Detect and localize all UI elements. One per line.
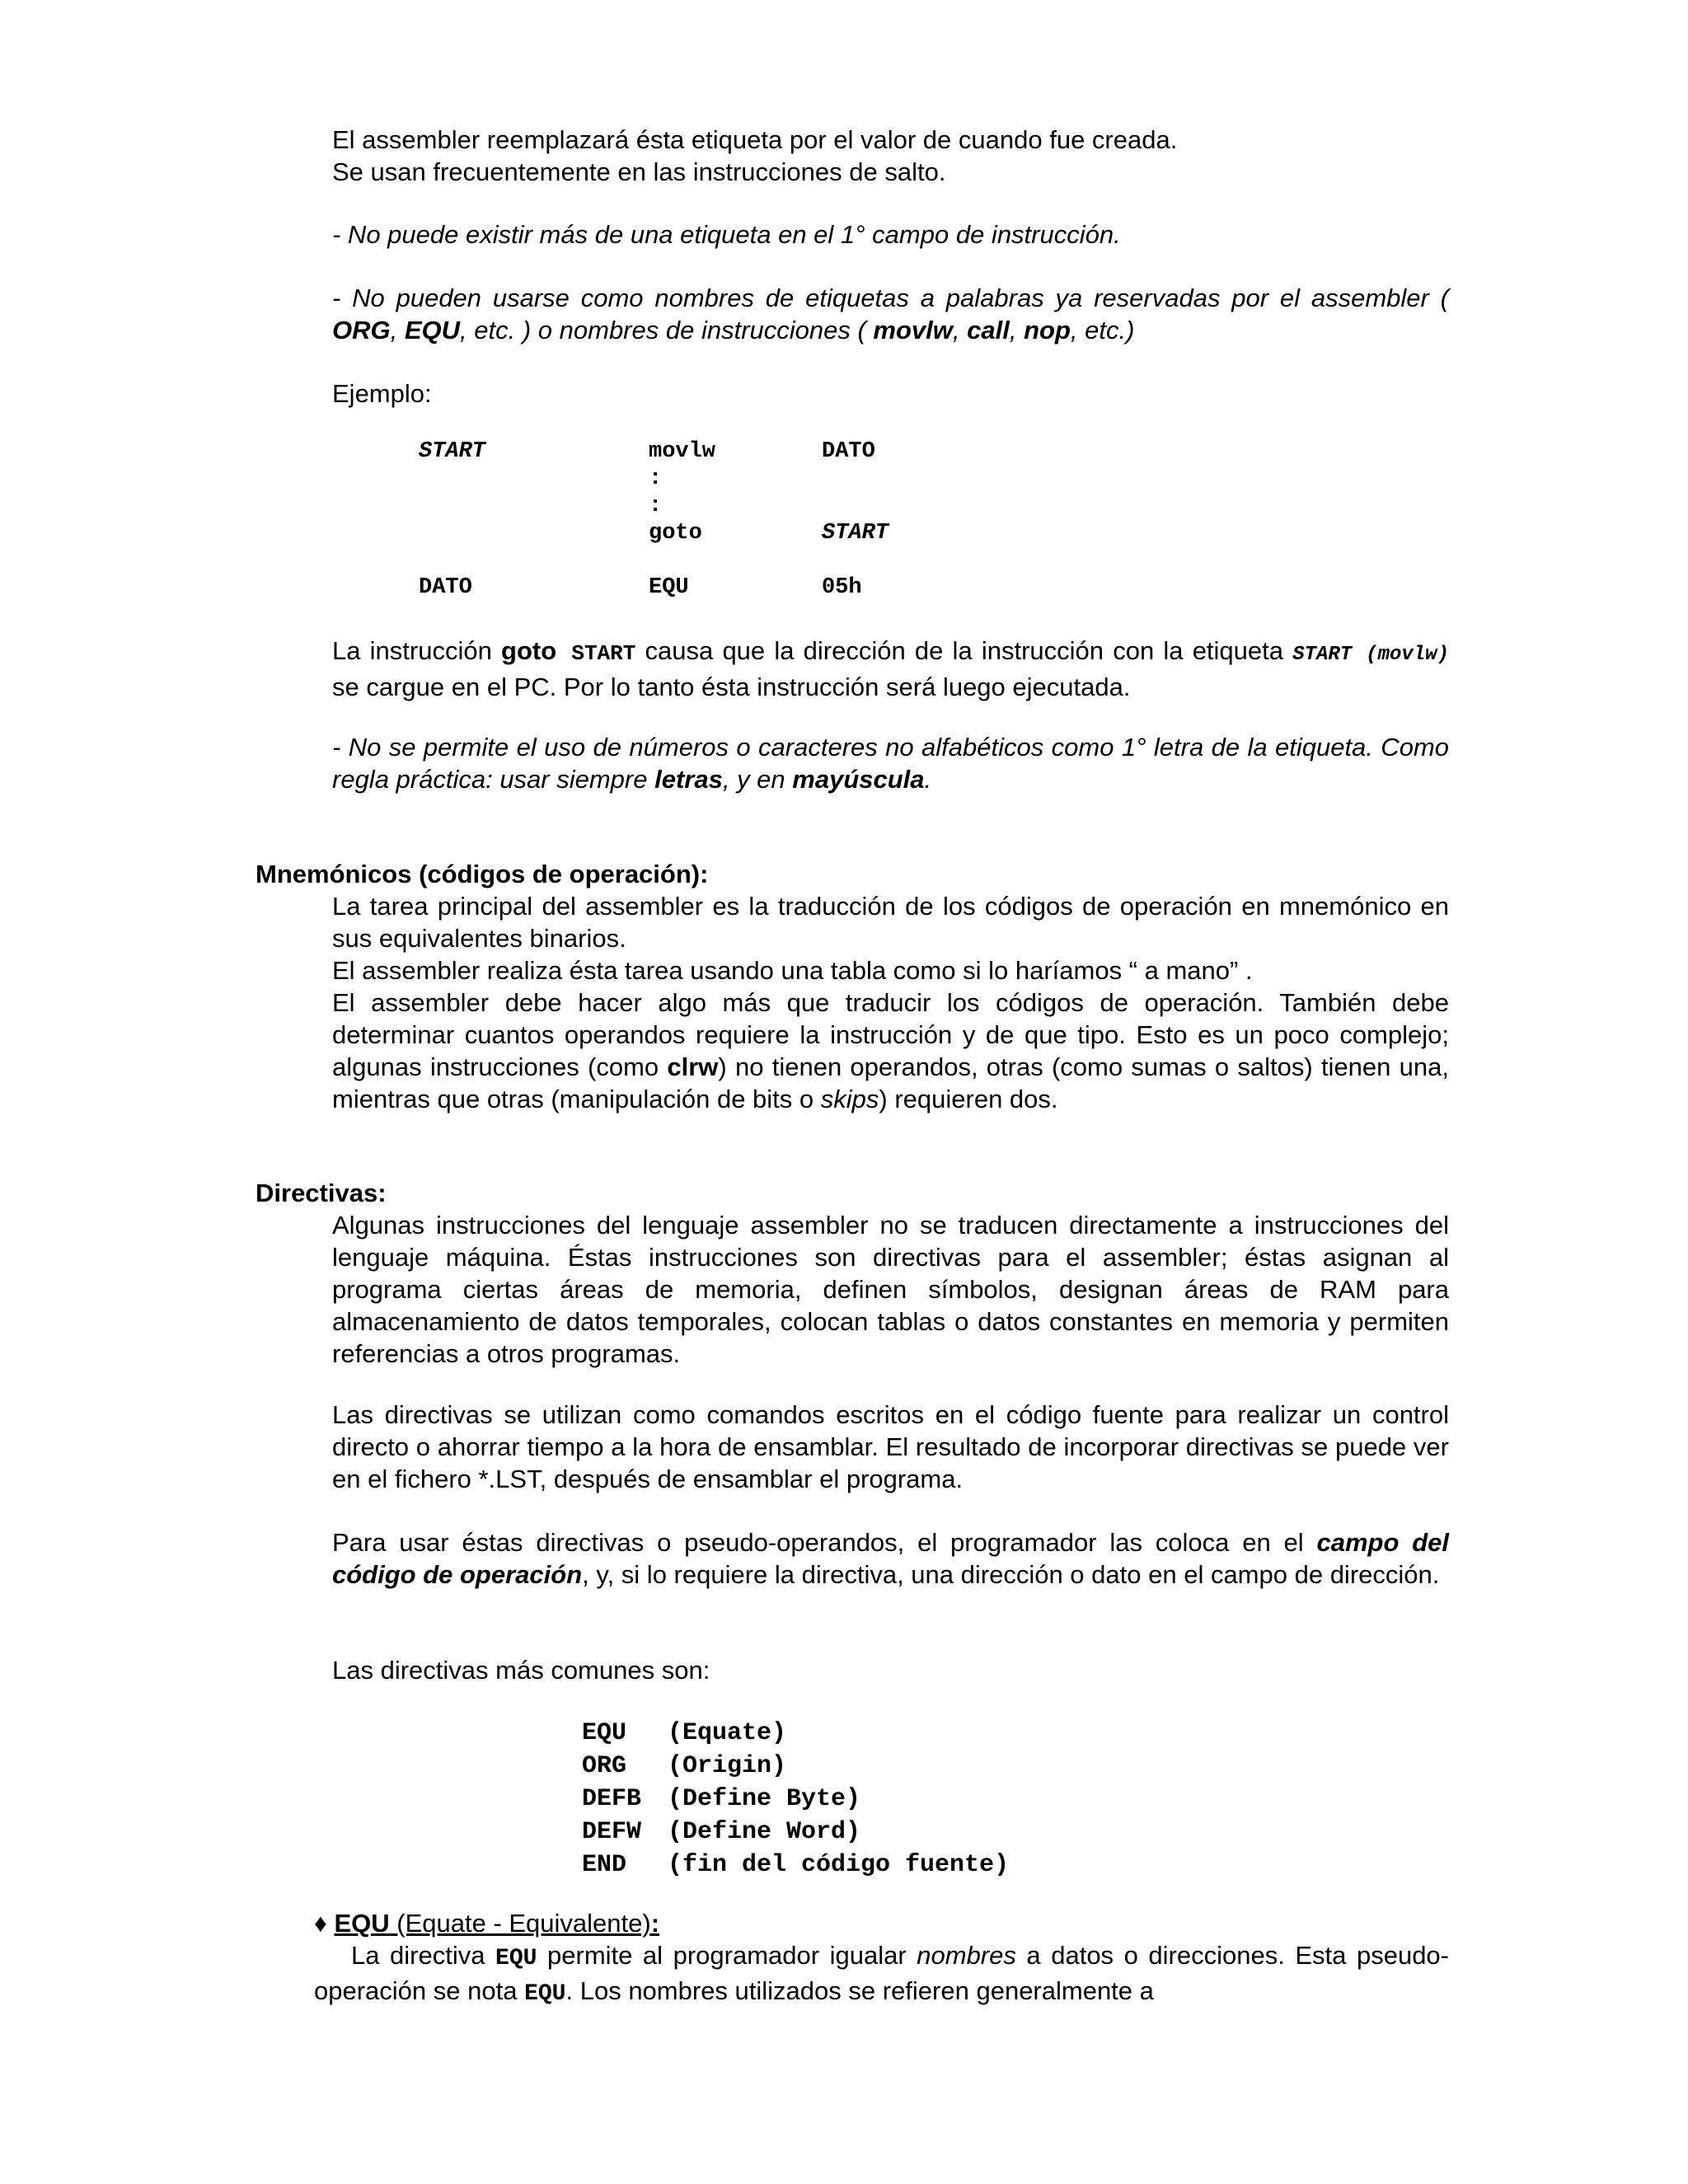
emphasis-skips: skips (820, 1085, 879, 1113)
code-inline-equ: EQU (524, 1981, 566, 2007)
directivas-paragraph-2: Las directivas se utilizan como comandos escritos en el código fuente para realizar un control directo o ahorrar tiempo a la hora de ensamblar. El resultado de incorporar directivas se puede ver en el fichero *.LST, después de ensamblar el programa. (332, 1400, 1449, 1493)
code-inline-start-movlw: START (movlw) (1292, 644, 1449, 666)
subheading-equ-desc: (Equate - Equivalente) (389, 1909, 651, 1938)
code-op-goto: goto (649, 521, 702, 546)
code-arg-05h: 05h (822, 575, 862, 600)
code-op-equ: EQU (649, 575, 689, 600)
directive-code: ORG (582, 1752, 627, 1780)
code-inline-equ: EQU (495, 1946, 537, 1971)
directive-item (582, 1849, 1009, 1882)
directive-code: DEFB (582, 1785, 642, 1813)
directivas-paragraph-1: Algunas instrucciones del lenguaje assembler no se traducen directamente a instrucciones del lenguaje máquina. Éstas instrucciones son directivas para el assembler; éstas asignan al programa ciertas áreas de memoria, definen símbolos, designan áreas de RAM para almacenamiento de datos temporales, colocan tablas o datos constantes en memoria y permiten referencias a otros programas. (332, 1211, 1449, 1368)
subheading-equ: ♦ EQU (Equate - Equivalente): (314, 1909, 660, 1938)
emphasis-campo-codigo-operacion: campo del código de operación (332, 1528, 1449, 1589)
emphasis-letras: letras (654, 765, 723, 794)
directive-desc: (Define Byte) (668, 1785, 861, 1813)
directive-desc: (Equate) (668, 1719, 787, 1747)
code-inline-start: START (556, 641, 636, 666)
directive-desc: (Origin) (668, 1752, 787, 1780)
rule-one-label: - No puede existir más de una etiqueta en el 1° campo de instrucción. (332, 220, 1121, 249)
text-line: Se usan frecuentemente en las instrucciones de salto. (332, 157, 946, 186)
keyword-call: call (967, 316, 1010, 344)
directive-item (582, 1750, 1009, 1783)
mnemonicos-line-1: La tarea principal del assembler es la traducción de los códigos de operación en mnemónico en sus equivalentes binarios. (332, 892, 1449, 953)
keyword-org: ORG (332, 316, 391, 344)
diamond-bullet-icon: ♦ (314, 1909, 327, 1938)
rule-label-letters: - No se permite el uso de números o caracteres no alfabéticos como 1° letra de la etiqueta. Como regla práctica: usar siempre letras, y en mayúscula. (332, 733, 1449, 794)
paragraph-goto-explanation: La instrucción goto START causa que la dirección de la instrucción con la etiqueta START (movlw) se cargue en el PC. Por lo tanto ésta instrucción será luego ejecutada. (332, 636, 1449, 701)
section-heading-mnemonicos: Mnemónicos (códigos de operación): (256, 860, 709, 888)
directive-desc: (fin del código fuente) (668, 1851, 1010, 1879)
code-arg-start: START (822, 521, 889, 546)
text-line: El assembler reemplazará ésta etiqueta por el valor de cuando fue creada. (332, 125, 1178, 154)
directive-list (582, 1717, 1009, 1882)
code-colon: : (649, 466, 663, 491)
example-label: Ejemplo: (332, 379, 432, 408)
directive-code: END (582, 1851, 627, 1879)
code-label-start: START (419, 439, 486, 464)
subheading-equ-name: EQU (334, 1909, 390, 1938)
directivas-paragraph-4: Las directivas más comunes son: (332, 1656, 710, 1685)
code-arg-dato: DATO (822, 439, 875, 464)
emphasis-nombres: nombres (917, 1941, 1016, 1970)
equ-paragraph: La directiva EQU permite al programador igualar nombres a datos o direcciones. Esta pseudo-operación se nota EQU. Los nombres utilizados se refieren generalmente a (314, 1941, 1449, 2007)
code-label-dato: DATO (419, 575, 472, 600)
paragraph-label-replacement (332, 124, 1449, 188)
directive-item (582, 1783, 1009, 1816)
directive-item (582, 1816, 1009, 1849)
code-op-movlw: movlw (649, 439, 716, 464)
mnemonicos-line-2: El assembler realiza ésta tarea usando una tabla como si lo haríamos “ a mano” . (332, 956, 1253, 985)
directive-item (582, 1717, 1009, 1750)
keyword-nop: nop (1024, 316, 1071, 344)
mnemonicos-line-3: El assembler debe hacer algo más que traducir los códigos de operación. También debe determinar cuantos operandos requiere la instrucción y de que tipo. Esto es un poco complejo; algunas instrucciones (como clrw) no tienen operandos, otras (como sumas o saltos) tienen una, mientras que otras (manipulación de bits o skips) requieren dos. (332, 988, 1449, 1113)
directive-code: DEFW (582, 1818, 642, 1846)
directive-code: EQU (582, 1719, 627, 1747)
keyword-goto: goto (501, 636, 557, 665)
code-colon: : (649, 494, 663, 518)
keyword-equ: EQU (404, 316, 461, 344)
directive-desc: (Define Word) (668, 1818, 861, 1846)
keyword-clrw: clrw (667, 1052, 719, 1081)
emphasis-mayuscula: mayúscula (792, 765, 925, 794)
keyword-movlw: movlw (873, 316, 953, 344)
directivas-paragraph-3: Para usar éstas directivas o pseudo-operandos, el programador las coloca en el campo del código de operación, y, si lo requiere la directiva, una dirección o dato en el campo de dirección. (332, 1528, 1449, 1589)
rule-reserved-words: - No pueden usarse como nombres de etiquetas a palabras ya reservadas por el assembler ( ORG, EQU, etc. ) o nombres de instrucciones ( movlw, call, nop, etc.) (332, 284, 1449, 344)
section-heading-directivas: Directivas: (256, 1179, 387, 1207)
